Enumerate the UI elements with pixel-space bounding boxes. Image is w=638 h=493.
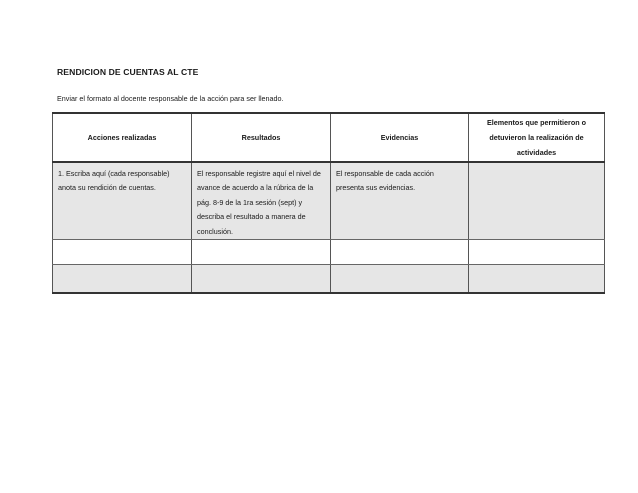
- table-header-row: [53, 113, 605, 162]
- table-row: [53, 240, 605, 265]
- table-row: [53, 162, 605, 240]
- accountability-table: [52, 112, 605, 294]
- table-cell[interactable]: [469, 265, 605, 294]
- document-instruction: Enviar el formato al docente responsable de la acción para ser llenado.: [57, 94, 284, 103]
- table-cell[interactable]: [192, 265, 331, 294]
- table-cell[interactable]: [331, 240, 469, 265]
- table-cell[interactable]: [53, 265, 192, 294]
- header-resultados: Resultados: [192, 113, 331, 162]
- table-cell[interactable]: [192, 240, 331, 265]
- table-cell[interactable]: [469, 162, 605, 240]
- table-cell[interactable]: [331, 265, 469, 294]
- document-title: RENDICION DE CUENTAS AL CTE: [57, 67, 199, 77]
- table-cell[interactable]: 1. Escriba aquí (cada responsable) anota su rendición de cuentas.: [53, 162, 192, 240]
- table-cell[interactable]: [469, 240, 605, 265]
- table-cell[interactable]: [53, 240, 192, 265]
- table-cell[interactable]: El responsable registre aquí el nivel de avance de acuerdo a la rúbrica de la pág. 8-9 de la 1ra sesión (sept) y describa el resultado a manera de conclusión.: [192, 162, 331, 240]
- table-cell[interactable]: El responsable de cada acción presenta sus evidencias.: [331, 162, 469, 240]
- header-acciones: Acciones realizadas: [53, 113, 192, 162]
- header-elementos: Elementos que permitieron o detuvieron la realización de actividades: [469, 113, 605, 162]
- table-row: [53, 265, 605, 294]
- header-evidencias: Evidencias: [331, 113, 469, 162]
